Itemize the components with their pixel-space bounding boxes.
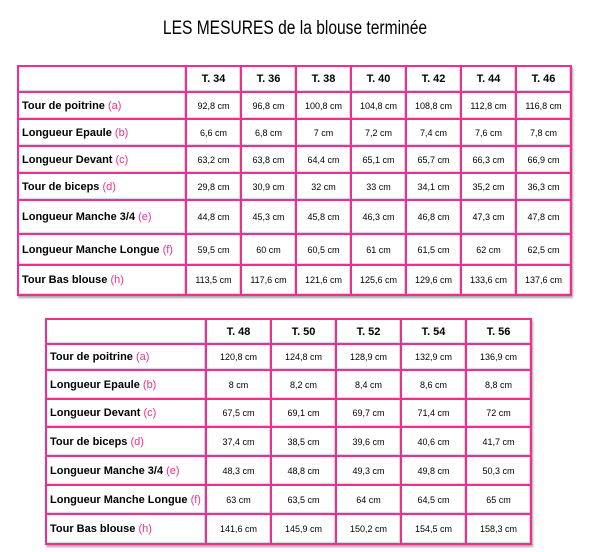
measure-value: 40,6 cm <box>402 428 467 457</box>
table-row <box>19 174 572 201</box>
row-label <box>47 515 207 545</box>
measure-value: 121,6 cm <box>297 266 352 296</box>
measure-value: 65,7 cm <box>407 147 462 174</box>
measure-value: 33 cm <box>352 174 407 201</box>
table-row <box>47 486 532 515</box>
measure-name: Longueur Manche Longue <box>22 243 160 256</box>
measure-value: 32 cm <box>297 174 352 201</box>
measure-value: 46,8 cm <box>407 201 462 235</box>
measure-value: 7,6 cm <box>462 120 517 147</box>
measure-value: 133,6 cm <box>462 266 517 296</box>
measure-value: 44,8 cm <box>187 201 242 235</box>
measure-letter: (e) <box>166 464 180 477</box>
measure-value: 45,3 cm <box>242 201 297 235</box>
measure-value: 7,4 cm <box>407 120 462 147</box>
measure-name: Longueur Epaule <box>22 126 112 139</box>
row-label <box>47 457 207 486</box>
measure-value: 66,3 cm <box>462 147 517 174</box>
measure-value: 7,8 cm <box>517 120 572 147</box>
measure-value: 108,8 cm <box>407 93 462 120</box>
table-row <box>19 120 572 147</box>
measure-value: 92,8 cm <box>187 93 242 120</box>
measure-name: Longueur Manche 3/4 <box>22 211 136 223</box>
measure-name: Tour de poitrine <box>22 99 105 112</box>
measure-value: 37,4 cm <box>207 428 272 457</box>
row-label <box>19 93 187 120</box>
measure-value: 6,8 cm <box>242 120 297 147</box>
measure-value: 7,2 cm <box>352 120 407 147</box>
measure-value: 62 cm <box>462 235 517 266</box>
row-label <box>47 371 207 400</box>
page-title: LES MESURES de la blouse terminée <box>162 18 428 39</box>
row-label <box>19 201 187 235</box>
measure-value: 61,5 cm <box>407 235 462 266</box>
measure-letter: (e) <box>138 211 152 223</box>
measure-value: 8,2 cm <box>272 371 337 400</box>
table-row <box>47 371 532 400</box>
row-label <box>19 147 187 174</box>
size-header: T. 38 <box>297 67 352 93</box>
measure-name: Tour de poitrine <box>50 351 133 363</box>
measure-value: 8,6 cm <box>402 371 467 400</box>
measure-value: 67,5 cm <box>207 400 272 428</box>
measure-value: 35,2 cm <box>462 174 517 201</box>
size-header: T. 40 <box>352 67 407 93</box>
measure-letter: (d) <box>130 435 144 448</box>
row-label <box>19 120 187 147</box>
measure-value: 65,1 cm <box>352 147 407 174</box>
size-header: T. 50 <box>272 320 337 345</box>
measure-value: 48,3 cm <box>207 457 272 486</box>
measure-value: 71,4 cm <box>402 400 467 428</box>
measure-value: 47,3 cm <box>462 201 517 235</box>
measure-value: 96,8 cm <box>242 93 297 120</box>
measure-value: 48,8 cm <box>272 457 337 486</box>
measure-value: 137,6 cm <box>517 266 572 296</box>
measure-value: 41,7 cm <box>467 428 532 457</box>
table-row <box>47 400 532 428</box>
measure-value: 112,8 cm <box>462 93 517 120</box>
measure-value: 72 cm <box>467 400 532 428</box>
measure-value: 49,8 cm <box>402 457 467 486</box>
measure-value: 63,8 cm <box>242 147 297 174</box>
table-row <box>47 428 532 457</box>
measure-value: 38,5 cm <box>272 428 337 457</box>
measure-value: 154,5 cm <box>402 515 467 545</box>
measure-value: 65 cm <box>467 486 532 515</box>
size-header: T. 46 <box>517 67 572 93</box>
measure-letter: (a) <box>135 351 150 363</box>
table-row <box>19 93 572 120</box>
table-row <box>19 266 572 296</box>
size-header: T. 44 <box>462 67 517 93</box>
measure-value: 116,8 cm <box>517 93 572 120</box>
measure-value: 30,9 cm <box>242 174 297 201</box>
measure-letter: (f) <box>190 493 201 506</box>
row-label <box>19 235 187 266</box>
size-header: T. 52 <box>337 320 402 345</box>
measure-value: 34,1 cm <box>407 174 462 201</box>
measure-value: 64 cm <box>337 486 402 515</box>
measure-value: 124,8 cm <box>272 345 337 371</box>
measure-value: 117,6 cm <box>242 266 297 296</box>
measure-value: 45,8 cm <box>297 201 352 235</box>
size-header: T. 56 <box>467 320 532 345</box>
measure-value: 136,9 cm <box>467 345 532 371</box>
measure-letter: (b) <box>114 126 129 139</box>
row-label <box>47 345 207 371</box>
measure-letter: (h) <box>110 274 124 286</box>
row-label <box>19 174 187 201</box>
measure-value: 66,9 cm <box>517 147 572 174</box>
measure-value: 60,5 cm <box>297 235 352 266</box>
size-header: T. 48 <box>207 320 272 345</box>
measure-value: 49,3 cm <box>337 457 402 486</box>
measure-name: Tour Bas blouse <box>22 274 108 286</box>
measure-letter: (h) <box>138 523 152 535</box>
measure-name: Longueur Manche 3/4 <box>50 464 164 477</box>
measure-value: 128,9 cm <box>337 345 402 371</box>
measure-value: 141,6 cm <box>207 515 272 545</box>
measure-name: Longueur Devant <box>50 407 141 419</box>
measure-value: 132,9 cm <box>402 345 467 371</box>
corner-cell <box>19 67 187 93</box>
measure-value: 8,4 cm <box>337 371 402 400</box>
measure-value: 62,5 cm <box>517 235 572 266</box>
table-row <box>47 345 532 371</box>
size-header: T. 34 <box>187 67 242 93</box>
row-label <box>47 400 207 428</box>
measure-value: 69,7 cm <box>337 400 402 428</box>
measure-name: Tour de biceps <box>22 180 100 193</box>
row-label <box>47 428 207 457</box>
measure-value: 100,8 cm <box>297 93 352 120</box>
measure-value: 8 cm <box>207 371 272 400</box>
size-header: T. 54 <box>402 320 467 345</box>
table-row <box>19 147 572 174</box>
measure-value: 145,9 cm <box>272 515 337 545</box>
measure-value: 63,5 cm <box>272 486 337 515</box>
measure-value: 7 cm <box>297 120 352 147</box>
measurements-table-sizes-34-46 <box>17 65 572 296</box>
measurements-table-sizes-48-56 <box>45 318 532 545</box>
measure-letter: (a) <box>107 99 122 112</box>
measure-value: 125,6 cm <box>352 266 407 296</box>
measure-value: 63,2 cm <box>187 147 242 174</box>
measure-value: 47,8 cm <box>517 201 572 235</box>
measure-value: 61 cm <box>352 235 407 266</box>
measure-value: 6,6 cm <box>187 120 242 147</box>
measure-value: 120,8 cm <box>207 345 272 371</box>
measure-value: 113,5 cm <box>187 266 242 296</box>
measure-value: 8,8 cm <box>467 371 532 400</box>
measure-value: 158,3 cm <box>467 515 532 545</box>
measure-name: Tour Bas blouse <box>50 523 136 535</box>
measure-name: Tour de biceps <box>50 435 128 448</box>
measure-value: 60 cm <box>242 235 297 266</box>
size-header: T. 36 <box>242 67 297 93</box>
measure-name: Longueur Manche Longue <box>50 493 188 506</box>
corner-cell <box>47 320 207 345</box>
measure-value: 46,3 cm <box>352 201 407 235</box>
measure-value: 59,5 cm <box>187 235 242 266</box>
measure-value: 64,4 cm <box>297 147 352 174</box>
row-label <box>47 486 207 515</box>
measure-value: 150,2 cm <box>337 515 402 545</box>
measure-name: Longueur Devant <box>22 153 113 166</box>
measure-value: 36,3 cm <box>517 174 572 201</box>
table-row <box>47 515 532 545</box>
measure-value: 39,6 cm <box>337 428 402 457</box>
measure-value: 50,3 cm <box>467 457 532 486</box>
measure-value: 104,8 cm <box>352 93 407 120</box>
measure-letter: (c) <box>115 153 129 166</box>
measure-value: 69,1 cm <box>272 400 337 428</box>
row-label <box>19 266 187 296</box>
measure-value: 129,6 cm <box>407 266 462 296</box>
measure-name: Longueur Epaule <box>50 378 140 391</box>
measure-value: 63 cm <box>207 486 272 515</box>
measure-letter: (f) <box>162 243 173 256</box>
measure-value: 29,8 cm <box>187 174 242 201</box>
size-header: T. 42 <box>407 67 462 93</box>
measure-letter: (b) <box>142 378 157 391</box>
measure-value: 64,5 cm <box>402 486 467 515</box>
measure-letter: (c) <box>143 407 157 419</box>
table-row <box>19 201 572 235</box>
table-row <box>19 235 572 266</box>
table-row <box>47 457 532 486</box>
measure-letter: (d) <box>102 180 116 193</box>
